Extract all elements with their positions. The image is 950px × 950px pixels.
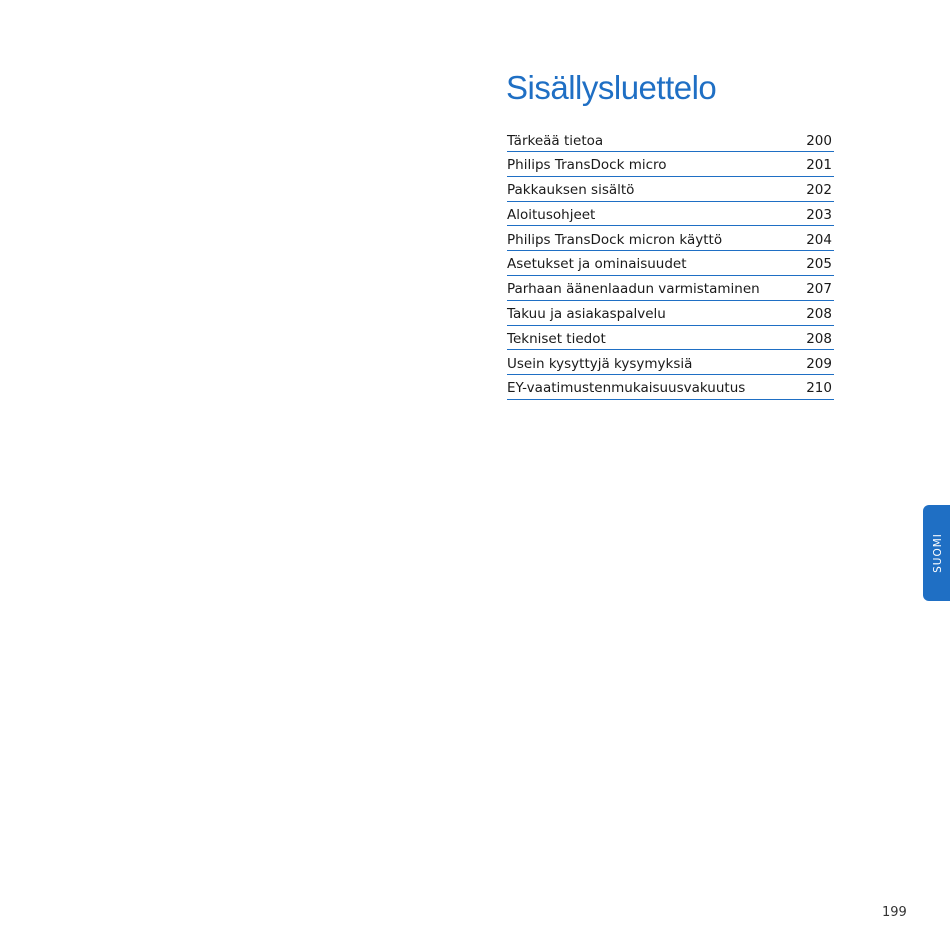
- toc-entry-page: 208: [806, 306, 832, 323]
- toc-entry-page: 204: [806, 231, 832, 248]
- page-title: Sisällysluettelo: [506, 69, 717, 106]
- toc-entry-label: Usein kysyttyjä kysymyksiä: [507, 355, 693, 372]
- toc-entry[interactable]: [507, 227, 834, 251]
- toc-entry-page: 209: [806, 355, 832, 372]
- toc-entry-page: 201: [806, 157, 832, 174]
- toc-entry-label: Pakkauksen sisältö: [507, 182, 635, 199]
- toc-entry-page: 205: [806, 256, 832, 273]
- toc-entry-page: 207: [806, 281, 832, 298]
- toc-entry-label: Aloitusohjeet: [507, 206, 596, 223]
- toc-entry[interactable]: [507, 252, 834, 276]
- toc-entry-label: Asetukset ja ominaisuudet: [507, 256, 687, 273]
- toc-entry[interactable]: [507, 202, 834, 226]
- toc-entry-label: Philips TransDock micro: [507, 157, 667, 174]
- table-of-contents: [507, 128, 834, 401]
- toc-entry[interactable]: [507, 326, 834, 350]
- language-tab-label: SUOMI: [932, 533, 944, 573]
- toc-entry-label: Parhaan äänenlaadun varmistaminen: [507, 281, 760, 298]
- toc-entry-label: Takuu ja asiakaspalvelu: [507, 306, 666, 323]
- toc-entry[interactable]: [507, 351, 834, 375]
- toc-entry[interactable]: [507, 128, 834, 152]
- toc-entry-label: Tekniset tiedot: [507, 330, 606, 347]
- toc-entry[interactable]: [507, 277, 834, 301]
- toc-entry[interactable]: [507, 178, 834, 202]
- page-number: 199: [882, 905, 907, 920]
- toc-entry[interactable]: [507, 153, 834, 177]
- toc-entry[interactable]: [507, 302, 834, 326]
- toc-entry-page: 203: [806, 206, 832, 223]
- language-tab[interactable]: [923, 505, 950, 601]
- toc-entry-page: 200: [806, 132, 832, 149]
- toc-entry-label: Philips TransDock micron käyttö: [507, 231, 723, 248]
- toc-entry-page: 208: [806, 330, 832, 347]
- toc-entry[interactable]: [507, 376, 834, 400]
- toc-entry-label: EY-vaatimustenmukaisuusvakuutus: [507, 380, 746, 397]
- toc-entry-page: 210: [806, 380, 832, 397]
- toc-entry-page: 202: [806, 182, 832, 199]
- toc-entry-label: Tärkeää tietoa: [507, 132, 604, 149]
